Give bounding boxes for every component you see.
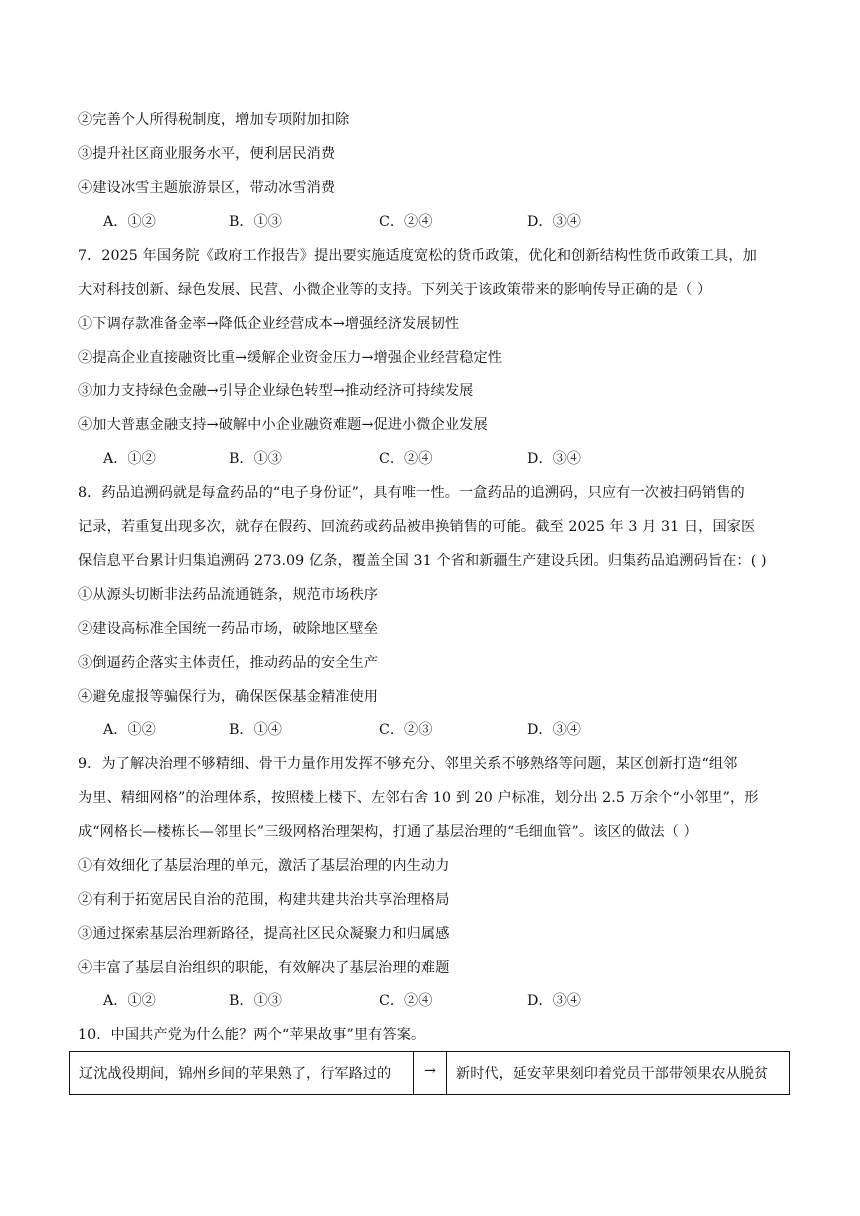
- q7-item-4: ④加大普惠金融支持→破解中小企业融资难题→促进小微企业发展: [78, 417, 488, 433]
- q8-item-4: ④避免虚报等骗保行为，确保医保基金精准使用: [78, 689, 379, 705]
- q7-stem-line-1: 7．2025 年国务院《政府工作报告》提出要实施适度宽松的货币政策，优化和创新结构性货币政策工具，加: [78, 248, 757, 264]
- q8-option-a[interactable]: A．①②: [103, 722, 156, 738]
- q8-stem-line-2: 记录，若重复出现多次，就存在假药、回流药或药品被串换销售的可能。截至 2025 年 3 月 31 日，国家医: [78, 519, 756, 535]
- q10-table-left-cell: 辽沈战役期间，锦州乡间的苹果熟了，行军路过的: [70, 1052, 414, 1094]
- q6-option-d[interactable]: D．③④: [527, 214, 581, 230]
- q8-option-d[interactable]: D．③④: [527, 722, 581, 738]
- q6-option-c[interactable]: C．②④: [379, 214, 433, 230]
- q8-stem-line-1: 8．药品追溯码就是每盒药品的“电子身份证”，具有唯一性。一盒药品的追溯码，只应有一次被扫码销售的: [78, 485, 745, 501]
- q7-option-b[interactable]: B．①③: [229, 451, 282, 467]
- q9-item-2: ②有利于拓宽居民自治的范围，构建共建共治共享治理格局: [78, 892, 450, 908]
- q9-stem-line-2: 为里、精细网格”的治理体系，按照楼上楼下、左邻右舍 10 到 20 户标准，划分出 2.5 万余个“小邻里”，形: [78, 790, 759, 806]
- q10-stem: 10．中国共产党为什么能？两个“苹果故事”里有答案。: [78, 1027, 426, 1043]
- q7-option-c[interactable]: C．②④: [379, 451, 433, 467]
- q8-stem-line-3: 保信息平台累计归集追溯码 273.09 亿条，覆盖全国 31 个省和新疆生产建设兵团。归集药品追溯码旨在：( ): [78, 553, 767, 569]
- q7-option-a[interactable]: A．①②: [103, 451, 156, 467]
- q6-item-2: ②完善个人所得税制度，增加专项附加扣除: [78, 112, 350, 128]
- q9-option-a[interactable]: A．①②: [103, 993, 156, 1009]
- q8-item-2: ②建设高标准全国统一药品市场，破除地区壁垒: [78, 621, 379, 637]
- q9-item-3: ③通过探索基层治理新路径，提高社区民众凝聚力和归属感: [78, 926, 450, 942]
- q8-option-b[interactable]: B．①④: [229, 722, 282, 738]
- q9-option-c[interactable]: C．②④: [379, 993, 433, 1009]
- q9-option-d[interactable]: D．③④: [527, 993, 581, 1009]
- q8-item-3: ③倒逼药企落实主体责任，推动药品的安全生产: [78, 655, 379, 671]
- q7-stem-line-2: 大对科技创新、绿色发展、民营、小微企业等的支持。下列关于该政策带来的影响传导正确的是（ ）: [78, 282, 712, 298]
- q7-item-2: ②提高企业直接融资比重→缓解企业资金压力→增强企业经营稳定性: [78, 350, 503, 366]
- q9-item-1: ①有效细化了基层治理的单元，激活了基层治理的内生动力: [78, 858, 450, 874]
- q9-stem-line-1: 9．为了解决治理不够精细、骨干力量作用发挥不够充分、邻里关系不够熟络等问题，某区创新打造“组邻: [78, 756, 738, 772]
- q8-option-c[interactable]: C．②③: [379, 722, 433, 738]
- q10-table-right-cell: 新时代，延安苹果刻印着党员干部带领果农从脱贫: [456, 1066, 769, 1082]
- q9-item-4: ④丰富了基层自治组织的职能，有效解决了基层治理的难题: [78, 960, 450, 976]
- q9-stem-line-3: 成“网格长—楼栋长—邻里长”三级网格治理架构，打通了基层治理的“毛细血管”。该区的做法（ ）: [78, 824, 698, 840]
- q6-option-a[interactable]: A．①②: [103, 214, 156, 230]
- q7-item-3: ③加力支持绿色金融→引导企业绿色转型→推动经济可持续发展: [78, 383, 474, 399]
- q9-option-b[interactable]: B．①③: [229, 993, 282, 1009]
- q7-item-1: ①下调存款准备金率→降低企业经营成本→增强经济发展韧性: [78, 316, 460, 332]
- q10-table-arrow-cell: →: [414, 1052, 447, 1094]
- q6-item-4: ④建设冰雪主题旅游景区，带动冰雪消费: [78, 180, 336, 196]
- q6-option-b[interactable]: B．①③: [229, 214, 282, 230]
- q6-item-3: ③提升社区商业服务水平，便利居民消费: [78, 146, 336, 162]
- q7-option-d[interactable]: D．③④: [527, 451, 581, 467]
- q10-story-table: [69, 1051, 790, 1095]
- q8-item-1: ①从源头切断非法药品流通链条，规范市场秩序: [78, 587, 379, 603]
